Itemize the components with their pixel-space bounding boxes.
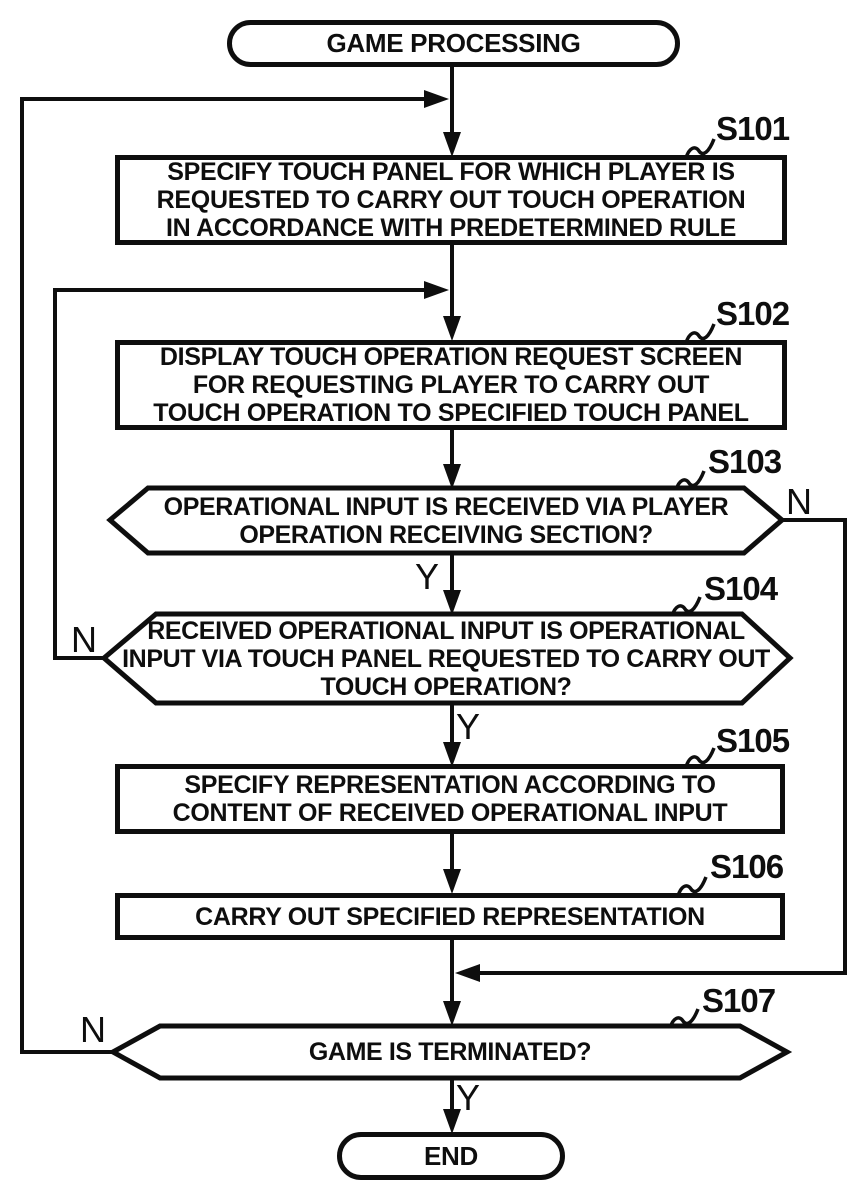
branch-s104-no: N bbox=[71, 619, 97, 660]
decision-s104-line1: RECEIVED OPERATIONAL INPUT IS OPERATIONAL bbox=[147, 616, 745, 645]
step-label-s102: S102 bbox=[716, 295, 790, 332]
process-s101-line1: SPECIFY TOUCH PANEL FOR WHICH PLAYER IS bbox=[167, 158, 735, 186]
process-s101 bbox=[115, 155, 787, 245]
step-label-s103: S103 bbox=[708, 443, 782, 480]
process-s101-line2: REQUESTED TO CARRY OUT TOUCH OPERATION bbox=[156, 186, 746, 214]
process-s105-line2: CONTENT OF RECEIVED OPERATIONAL INPUT bbox=[172, 799, 728, 827]
terminal-end bbox=[337, 1132, 565, 1180]
decision-s107-text bbox=[160, 1026, 740, 1078]
decision-s104-line2: INPUT VIA TOUCH PANEL REQUESTED TO CARRY OUT bbox=[122, 644, 770, 673]
arrowhead-loop-inner bbox=[424, 281, 449, 299]
decision-s103-line2: OPERATION RECEIVING SECTION? bbox=[239, 520, 653, 549]
process-s106 bbox=[115, 893, 785, 940]
terminal-start-label: GAME PROCESSING bbox=[326, 28, 581, 58]
terminal-start bbox=[227, 20, 680, 67]
step-label-s101: S101 bbox=[716, 110, 790, 147]
arrowhead-into-s101 bbox=[443, 132, 461, 157]
step-label-s107: S107 bbox=[702, 982, 776, 1019]
terminal-end-label: END bbox=[424, 1140, 478, 1171]
decision-s107-line1: GAME IS TERMINATED? bbox=[308, 1038, 592, 1066]
step-label-s106: S106 bbox=[710, 848, 784, 885]
decision-s103-text bbox=[120, 488, 772, 553]
process-s105 bbox=[115, 764, 785, 834]
process-s102 bbox=[115, 340, 787, 430]
step-label-s104: S104 bbox=[704, 570, 778, 607]
process-s106-line1: CARRY OUT SPECIFIED REPRESENTATION bbox=[195, 902, 705, 931]
arrowhead-into-s106 bbox=[443, 869, 461, 894]
process-s101-line3: IN ACCORDANCE WITH PREDETERMINED RULE bbox=[166, 214, 736, 242]
branch-s107-yes: Y bbox=[455, 1077, 480, 1118]
decision-s104-line3: TOUCH OPERATION? bbox=[320, 672, 572, 701]
branch-s103-yes: Y bbox=[414, 556, 439, 597]
arrowhead-into-s103 bbox=[443, 464, 461, 489]
branch-s104-yes: Y bbox=[455, 706, 480, 747]
branch-s103-no: N bbox=[786, 481, 812, 522]
arrowhead-into-s107 bbox=[443, 1001, 461, 1026]
process-s102-line1: DISPLAY TOUCH OPERATION REQUEST SCREEN bbox=[159, 343, 743, 371]
branch-s107-no: N bbox=[80, 1009, 106, 1050]
process-s105-line1: SPECIFY REPRESENTATION ACCORDING TO bbox=[184, 771, 716, 799]
step-label-s105: S105 bbox=[716, 722, 790, 759]
decision-s103-line1: OPERATIONAL INPUT IS RECEIVED VIA PLAYER bbox=[163, 492, 729, 521]
arrowhead-into-s102 bbox=[443, 316, 461, 341]
arrowhead-loop-outer bbox=[424, 90, 449, 108]
arrowhead-merge bbox=[455, 964, 480, 982]
process-s102-line2: FOR REQUESTING PLAYER TO CARRY OUT bbox=[192, 371, 710, 399]
decision-s104-text bbox=[110, 614, 782, 703]
process-s102-line3: TOUCH OPERATION TO SPECIFIED TOUCH PANEL bbox=[153, 399, 749, 427]
